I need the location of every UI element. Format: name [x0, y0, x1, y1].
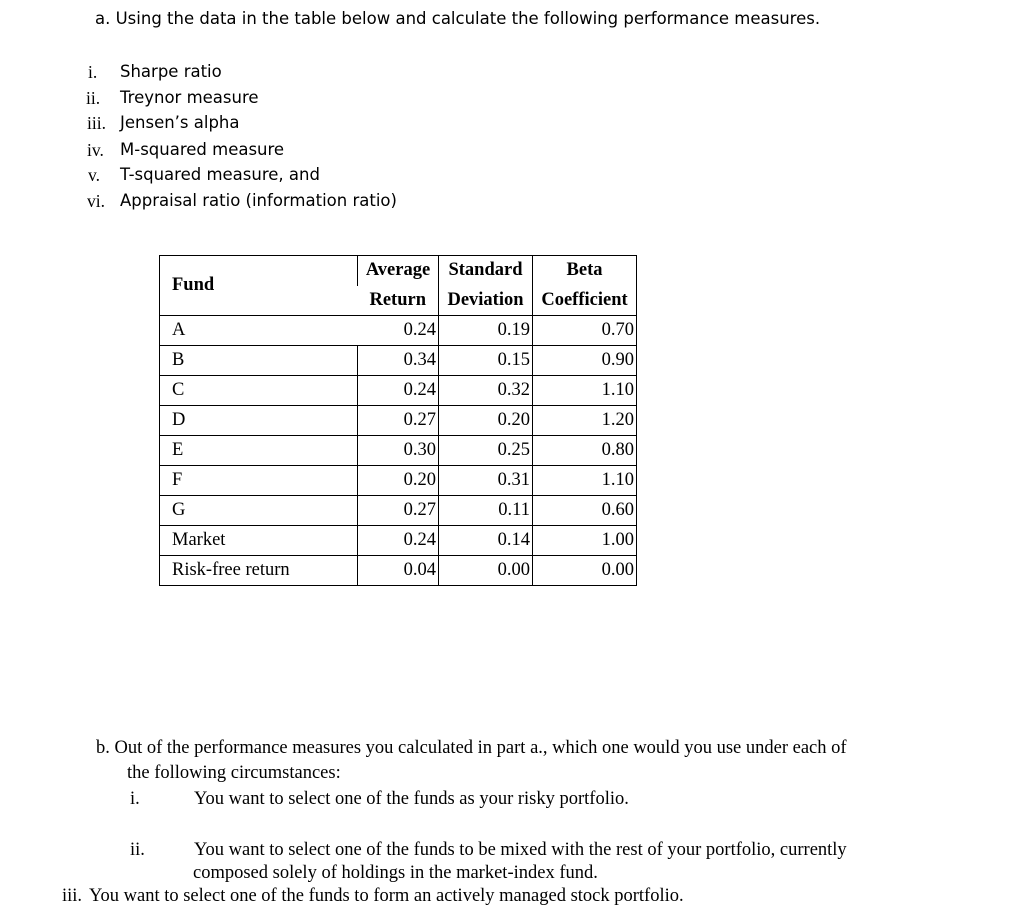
cell-std-dev: 0.15	[439, 346, 533, 376]
cell-beta: 0.60	[533, 496, 637, 526]
cell-avg-return: 0.24	[358, 316, 439, 346]
measure-item	[0, 165, 400, 187]
cell-avg-return: 0.34	[358, 346, 439, 376]
header-return: Return	[369, 289, 427, 310]
cell-fund: B	[160, 346, 358, 376]
cell-fund: C	[160, 376, 358, 406]
measure-item	[0, 140, 400, 162]
measure-item	[0, 88, 400, 110]
cell-avg-return: 0.30	[358, 436, 439, 466]
measure-number: iv.	[87, 140, 104, 160]
cell-fund: Market	[160, 526, 358, 556]
part-b-item-number: iii.	[62, 886, 83, 906]
measure-item	[0, 62, 400, 84]
measure-number: i.	[88, 62, 98, 82]
table-header-row-1	[160, 256, 637, 286]
part-b-item-number: ii.	[130, 840, 145, 860]
fund-performance-table	[159, 255, 637, 586]
cell-std-dev: 0.00	[439, 556, 533, 586]
measure-text: Jensen’s alpha	[120, 113, 240, 132]
cell-fund: A	[160, 316, 358, 346]
cell-std-dev: 0.11	[439, 496, 533, 526]
part-b-item-text-continued: composed solely of holdings in the market-index fund.	[193, 863, 598, 883]
cell-avg-return: 0.27	[358, 406, 439, 436]
cell-fund: F	[160, 466, 358, 496]
cell-beta: 1.20	[533, 406, 637, 436]
part-b-item-text: You want to select one of the funds to be mixed with the rest of your portfolio, currently	[194, 840, 847, 860]
measure-text: Sharpe ratio	[120, 62, 222, 81]
part-b-item-text: You want to select one of the funds as your risky portfolio.	[194, 789, 629, 809]
cell-std-dev: 0.25	[439, 436, 533, 466]
header-beta: Beta	[533, 256, 637, 286]
cell-fund: Risk-free return	[160, 556, 358, 586]
cell-avg-return: 0.20	[358, 466, 439, 496]
cell-fund: D	[160, 406, 358, 436]
measure-text: M-squared measure	[120, 140, 285, 159]
measure-text: T-squared measure, and	[120, 165, 320, 184]
cell-avg-return: 0.04	[358, 556, 439, 586]
cell-beta: 1.10	[533, 466, 637, 496]
header-standard: Standard	[439, 256, 533, 286]
table-row	[160, 466, 637, 496]
header-coefficient: Coefficient	[533, 286, 637, 316]
header-deviation: Deviation	[439, 286, 533, 316]
cell-fund: G	[160, 496, 358, 526]
cell-avg-return: 0.24	[358, 376, 439, 406]
cell-std-dev: 0.31	[439, 466, 533, 496]
cell-avg-return: 0.24	[358, 526, 439, 556]
measure-item	[0, 191, 420, 213]
cell-avg-return: 0.27	[358, 496, 439, 526]
cell-beta: 1.10	[533, 376, 637, 406]
part-b-item-number: i.	[130, 789, 140, 809]
measure-number: iii.	[87, 113, 106, 133]
measure-number: ii.	[86, 88, 101, 108]
measure-text: Appraisal ratio (information ratio)	[120, 191, 397, 210]
measure-number: vi.	[87, 191, 105, 211]
measure-text: Treynor measure	[120, 88, 259, 107]
cell-beta: 0.90	[533, 346, 637, 376]
cell-std-dev: 0.14	[439, 526, 533, 556]
cell-std-dev: 0.32	[439, 376, 533, 406]
cell-beta: 0.80	[533, 436, 637, 466]
part-a-question: a. Using the data in the table below and calculate the following performance measures.	[95, 9, 821, 28]
cell-fund: E	[160, 436, 358, 466]
cell-std-dev: 0.20	[439, 406, 533, 436]
cell-std-dev: 0.19	[439, 316, 533, 346]
table-row	[160, 496, 637, 526]
part-b-question-continued: the following circumstances:	[127, 763, 341, 783]
cell-beta: 0.70	[533, 316, 637, 346]
table-row	[160, 346, 637, 376]
table-row	[160, 316, 637, 346]
table-row	[160, 436, 637, 466]
header-fund: Fund	[160, 256, 358, 316]
part-b-question: b. Out of the performance measures you calculated in part a., which one would you use under each of	[96, 738, 847, 758]
part-b-item-text: You want to select one of the funds to form an actively managed stock portfolio.	[89, 886, 684, 906]
measure-number: v.	[88, 165, 100, 185]
table-row	[160, 556, 637, 586]
table-row	[160, 526, 637, 556]
measure-item	[0, 113, 400, 135]
header-average: Average	[358, 256, 439, 286]
cell-beta: 0.00	[533, 556, 637, 586]
table-row	[160, 376, 637, 406]
table-row	[160, 406, 637, 436]
cell-beta: 1.00	[533, 526, 637, 556]
